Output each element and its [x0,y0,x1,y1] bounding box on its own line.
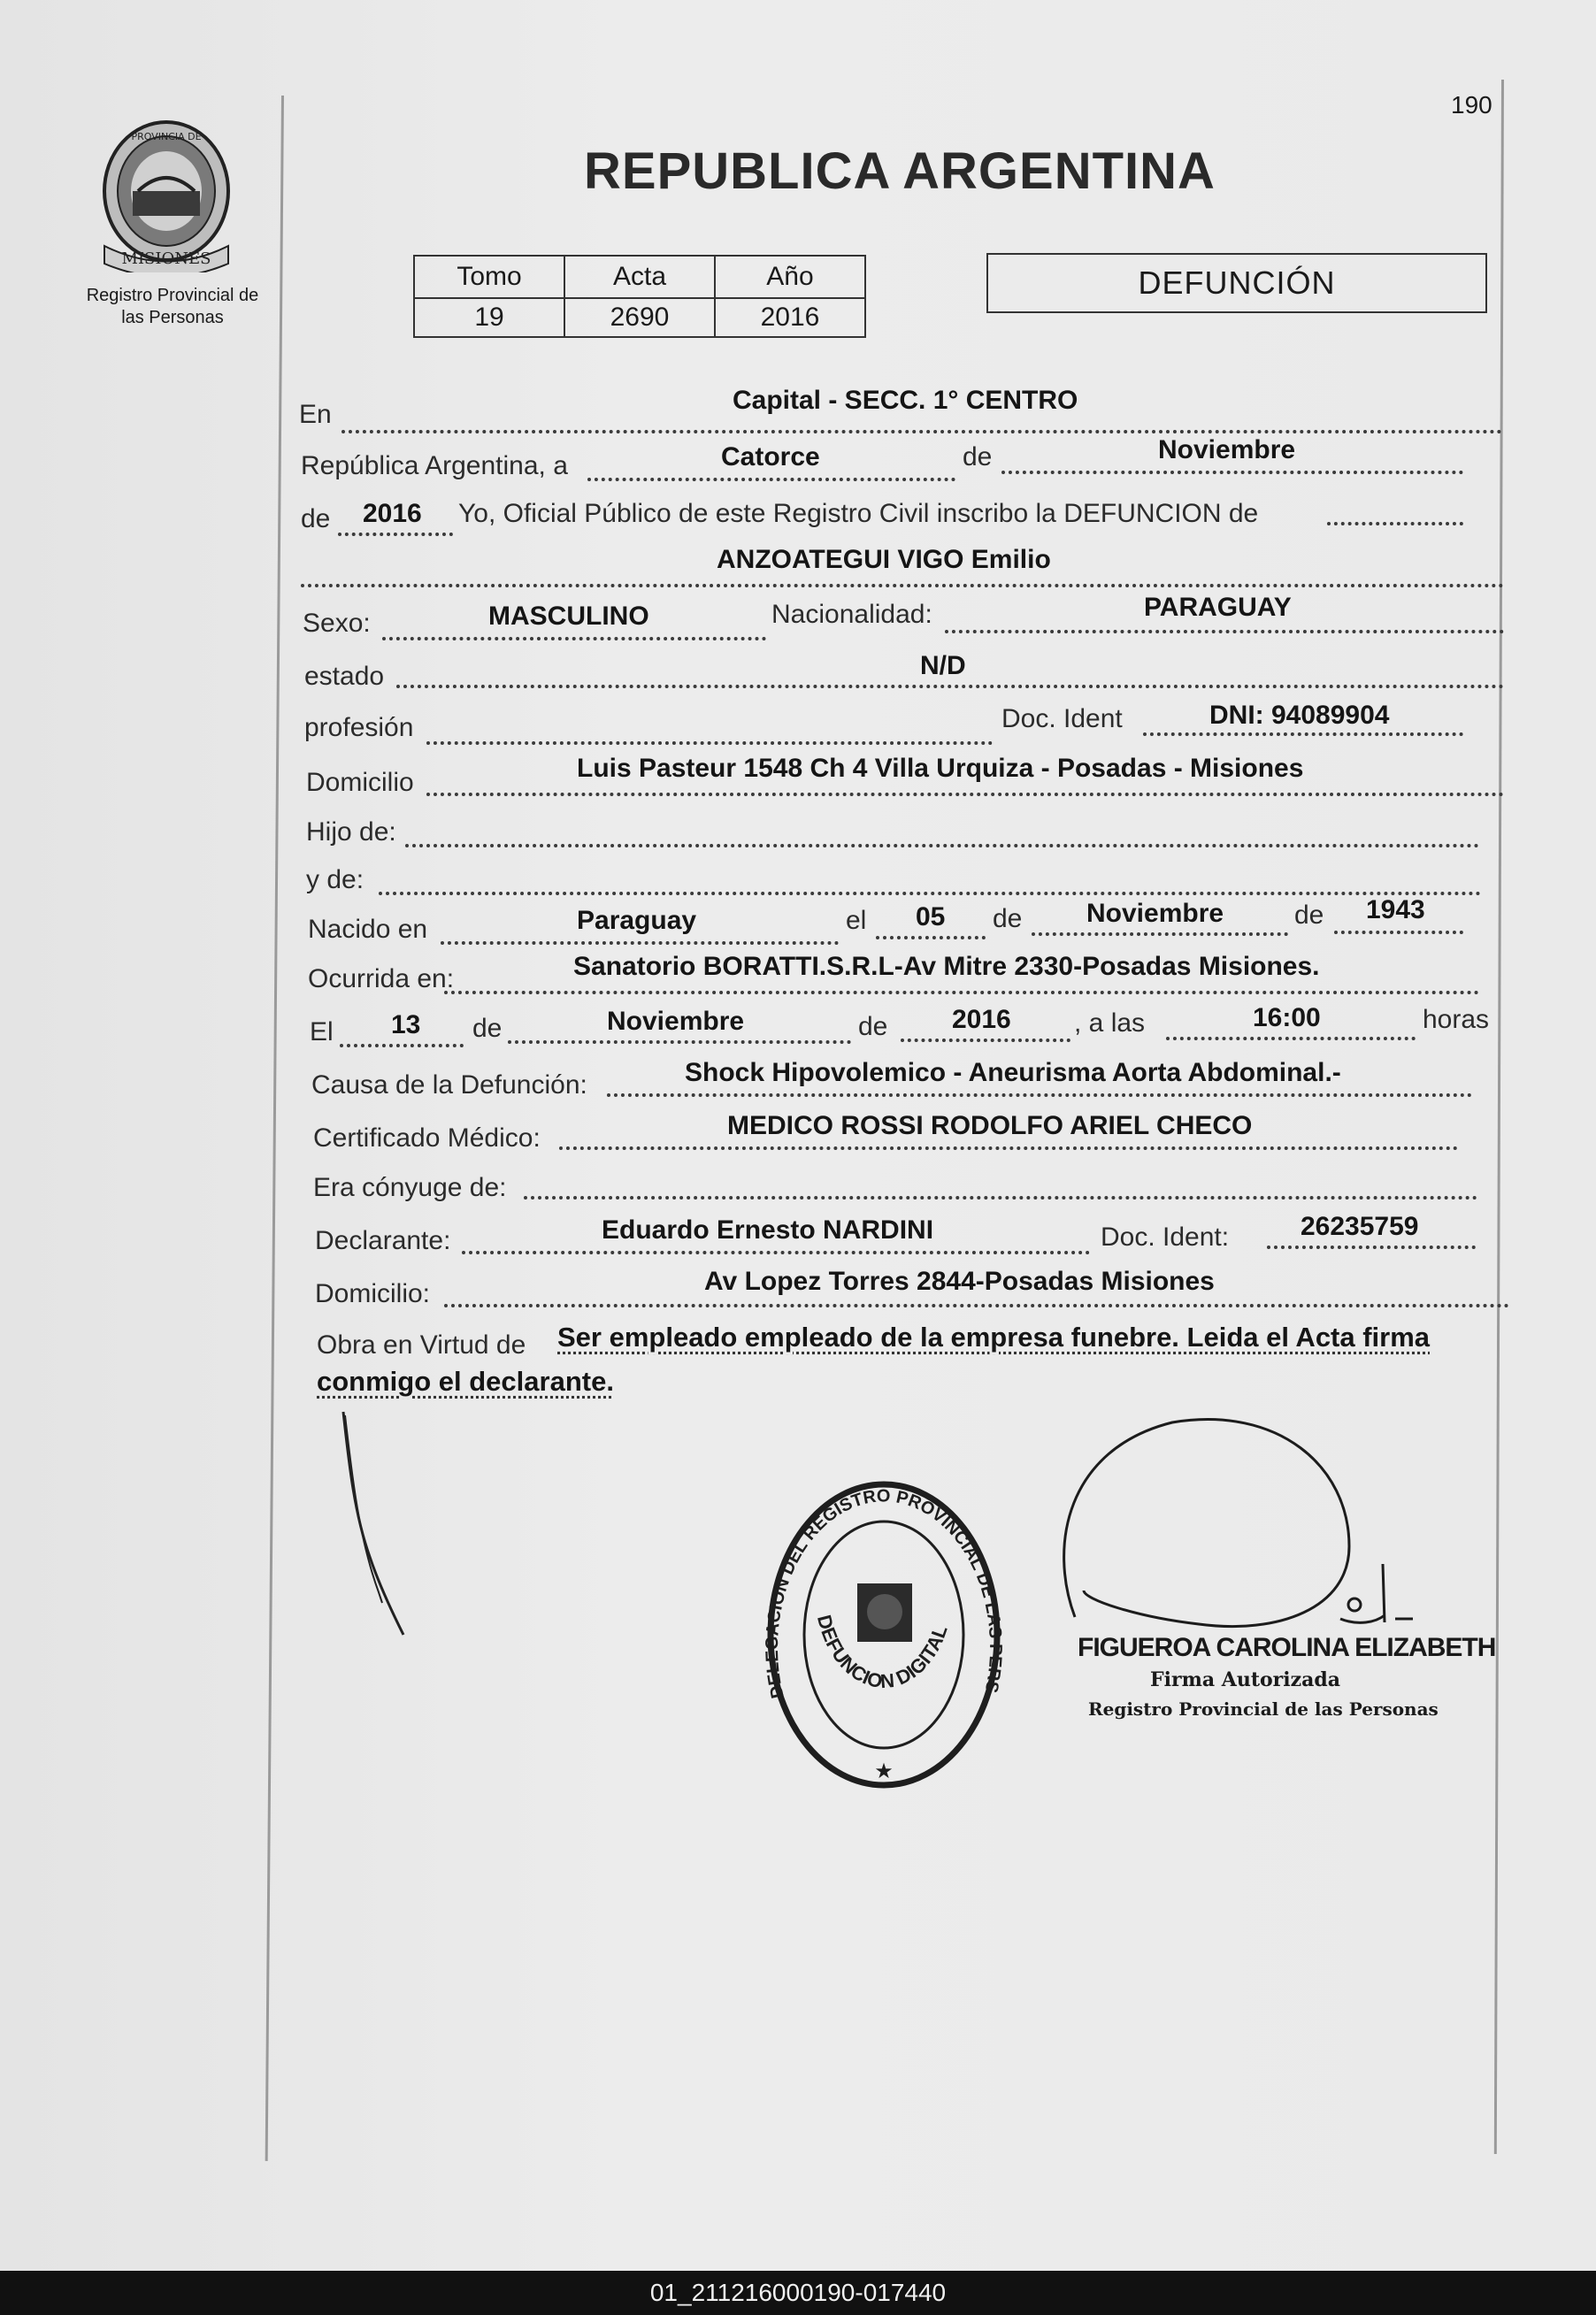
nac-mes-value: Noviembre [1086,899,1224,928]
svg-text:PROVINCIA DE: PROVINCIA DE [131,131,202,142]
profesion-label: profesión [304,713,414,742]
dia-line [587,478,955,481]
page-title: REPUBLICA ARGENTINA [584,142,1216,200]
nombre-value: ANZOATEGUI VIGO Emilio [717,545,1051,574]
de-label-5: de [472,1014,503,1043]
signer-role: Firma Autorizada [1150,1668,1340,1691]
certificado-line [559,1146,1458,1150]
republica-label: República Argentina, a [301,451,568,480]
causa-value: Shock Hipovolemico - Aneurisma Aorta Abdominal.- [685,1058,1341,1087]
ref-value-tomo: 19 [414,298,564,337]
reference-table [413,255,866,338]
ref-value-acta: 2690 [564,298,715,337]
domicilio-label: Domicilio [306,768,414,797]
domicilio-value: Luis Pasteur 1548 Ch 4 Villa Urquiza - Posadas - Misiones [577,754,1304,783]
nombre-line [301,584,1504,587]
en-label: En [299,400,332,429]
alas-label: , a las [1074,1008,1146,1038]
sexo-line [382,637,766,640]
document-type-box: DEFUNCIÓN [986,253,1487,313]
ref-value-anio: 2016 [715,298,865,337]
signer-name: FIGUEROA CAROLINA ELIZABETH [1078,1633,1496,1662]
hijo-label: Hijo de: [306,817,396,847]
ref-header-acta: Acta [564,256,715,298]
nac-anio-value: 1943 [1366,895,1425,924]
svg-text:DELEGACION DEL REGISTRO PROVIN: DELEGACION DEL REGISTRO PROVINCIAL DE LAS PERS [764,1486,1003,1700]
ref-header-tomo: Tomo [414,256,564,298]
page-number: 190 [1451,91,1492,119]
el-label: el [846,906,867,935]
de-label-3: de [993,904,1023,933]
nac-dia-line [876,936,986,939]
doc-ident-label: Doc. Ident [1001,704,1123,733]
ocurrida-value: Sanatorio BORATTI.S.R.L-Av Mitre 2330-Posadas Misiones. [573,952,1320,981]
nac-mes-line [1032,932,1288,936]
provincial-emblem-icon [96,113,237,272]
decl-doc-value: 26235759 [1301,1212,1419,1241]
ocurrida-line [444,991,1479,994]
causa-label: Causa de la Defunción: [311,1070,587,1100]
ocurrida-label: Ocurrida en: [308,964,455,993]
hijo-line [405,844,1479,847]
decl-domicilio-line [444,1304,1509,1307]
declarante-value: Eduardo Ernesto NARDINI [602,1215,934,1245]
conyuge-line [524,1196,1477,1200]
declarante-label: Declarante: [315,1226,451,1255]
svg-text:★: ★ [874,1759,894,1783]
anio-line [338,533,453,536]
yde-line [379,892,1481,895]
signer-office: Registro Provincial de las Personas [1088,1698,1439,1720]
def-dia-value: 13 [391,1010,421,1039]
doc-ident-line [1143,732,1463,736]
doc-ident-value: DNI: 94089904 [1209,701,1390,730]
decl-doc-label: Doc. Ident: [1101,1223,1230,1252]
def-mes-line [508,1040,851,1044]
decl-domicilio-value: Av Lopez Torres 2844-Posadas Misiones [704,1267,1215,1296]
conyuge-label: Era cónyuge de: [313,1173,507,1202]
scan-footer-code: 01_211216000190-017440 [0,2271,1596,2315]
obra-label: Obra en Virtud de [317,1330,526,1360]
declarant-signature [327,1407,425,1645]
yde-label: y de: [306,865,364,894]
ref-header-anio: Año [715,256,865,298]
causa-line [607,1093,1472,1097]
nac-dia-value: 05 [916,902,946,931]
def-dia-line [340,1044,464,1047]
anio-value: 2016 [363,499,422,528]
mes-line [1001,471,1463,474]
nacido-value: Paraguay [577,906,697,935]
def-anio-value: 2016 [952,1005,1011,1034]
estado-value: N/D [920,651,966,680]
estado-line [396,685,1504,688]
def-anio-line [901,1039,1070,1042]
domicilio-line [426,793,1504,796]
de-label-4: de [1294,901,1324,930]
obra-value-line2: conmigo el declarante. [317,1366,614,1397]
nacionalidad-label: Nacionalidad: [771,600,932,629]
en-value: Capital - SECC. 1° CENTRO [733,386,1078,415]
def-mes-value: Noviembre [607,1007,745,1036]
svg-text:DEFUNCION DIGITAL: DEFUNCION DIGITAL [812,1612,952,1693]
decl-domicilio-label: Domicilio: [315,1279,431,1308]
decl-doc-line [1267,1246,1476,1249]
inscribo-text: Yo, Oficial Público de este Registro Civil inscribo la DEFUNCION de [458,499,1259,528]
horas-label: horas [1423,1005,1490,1034]
registry-label: Registro Provincial de las Personas [86,286,259,327]
nacionalidad-line [945,630,1504,633]
nacionalidad-value: PARAGUAY [1144,593,1292,622]
mes-value: Noviembre [1158,435,1296,464]
sexo-label: Sexo: [303,609,371,638]
authorized-signature [1048,1414,1420,1661]
declarante-line [462,1251,1090,1254]
def-hora-line [1166,1037,1416,1040]
El-label: El [310,1017,334,1046]
de-label-1: de [963,442,993,471]
dia-value: Catorce [721,442,820,471]
obra-value-line1: Ser empleado empleado de la empresa funebre. Leida el Acta firma [557,1322,1431,1353]
de-label-6: de [858,1012,888,1041]
nacido-line [441,941,839,945]
def-hora-value: 16:00 [1253,1003,1321,1032]
sexo-value: MASCULINO [488,602,649,631]
profesion-line [426,741,993,745]
svg-text:MISIONES: MISIONES [121,249,211,268]
estado-label: estado [304,662,385,691]
de-label-2: de [301,504,331,533]
certificado-label: Certificado Médico: [313,1123,541,1153]
inscribo-line [1327,522,1463,525]
official-stamp [764,1476,1003,1794]
nac-anio-line [1334,931,1463,934]
nacido-label: Nacido en [308,915,428,944]
en-line [341,430,1502,433]
certificado-value: MEDICO ROSSI RODOLFO ARIEL CHECO [727,1111,1253,1140]
